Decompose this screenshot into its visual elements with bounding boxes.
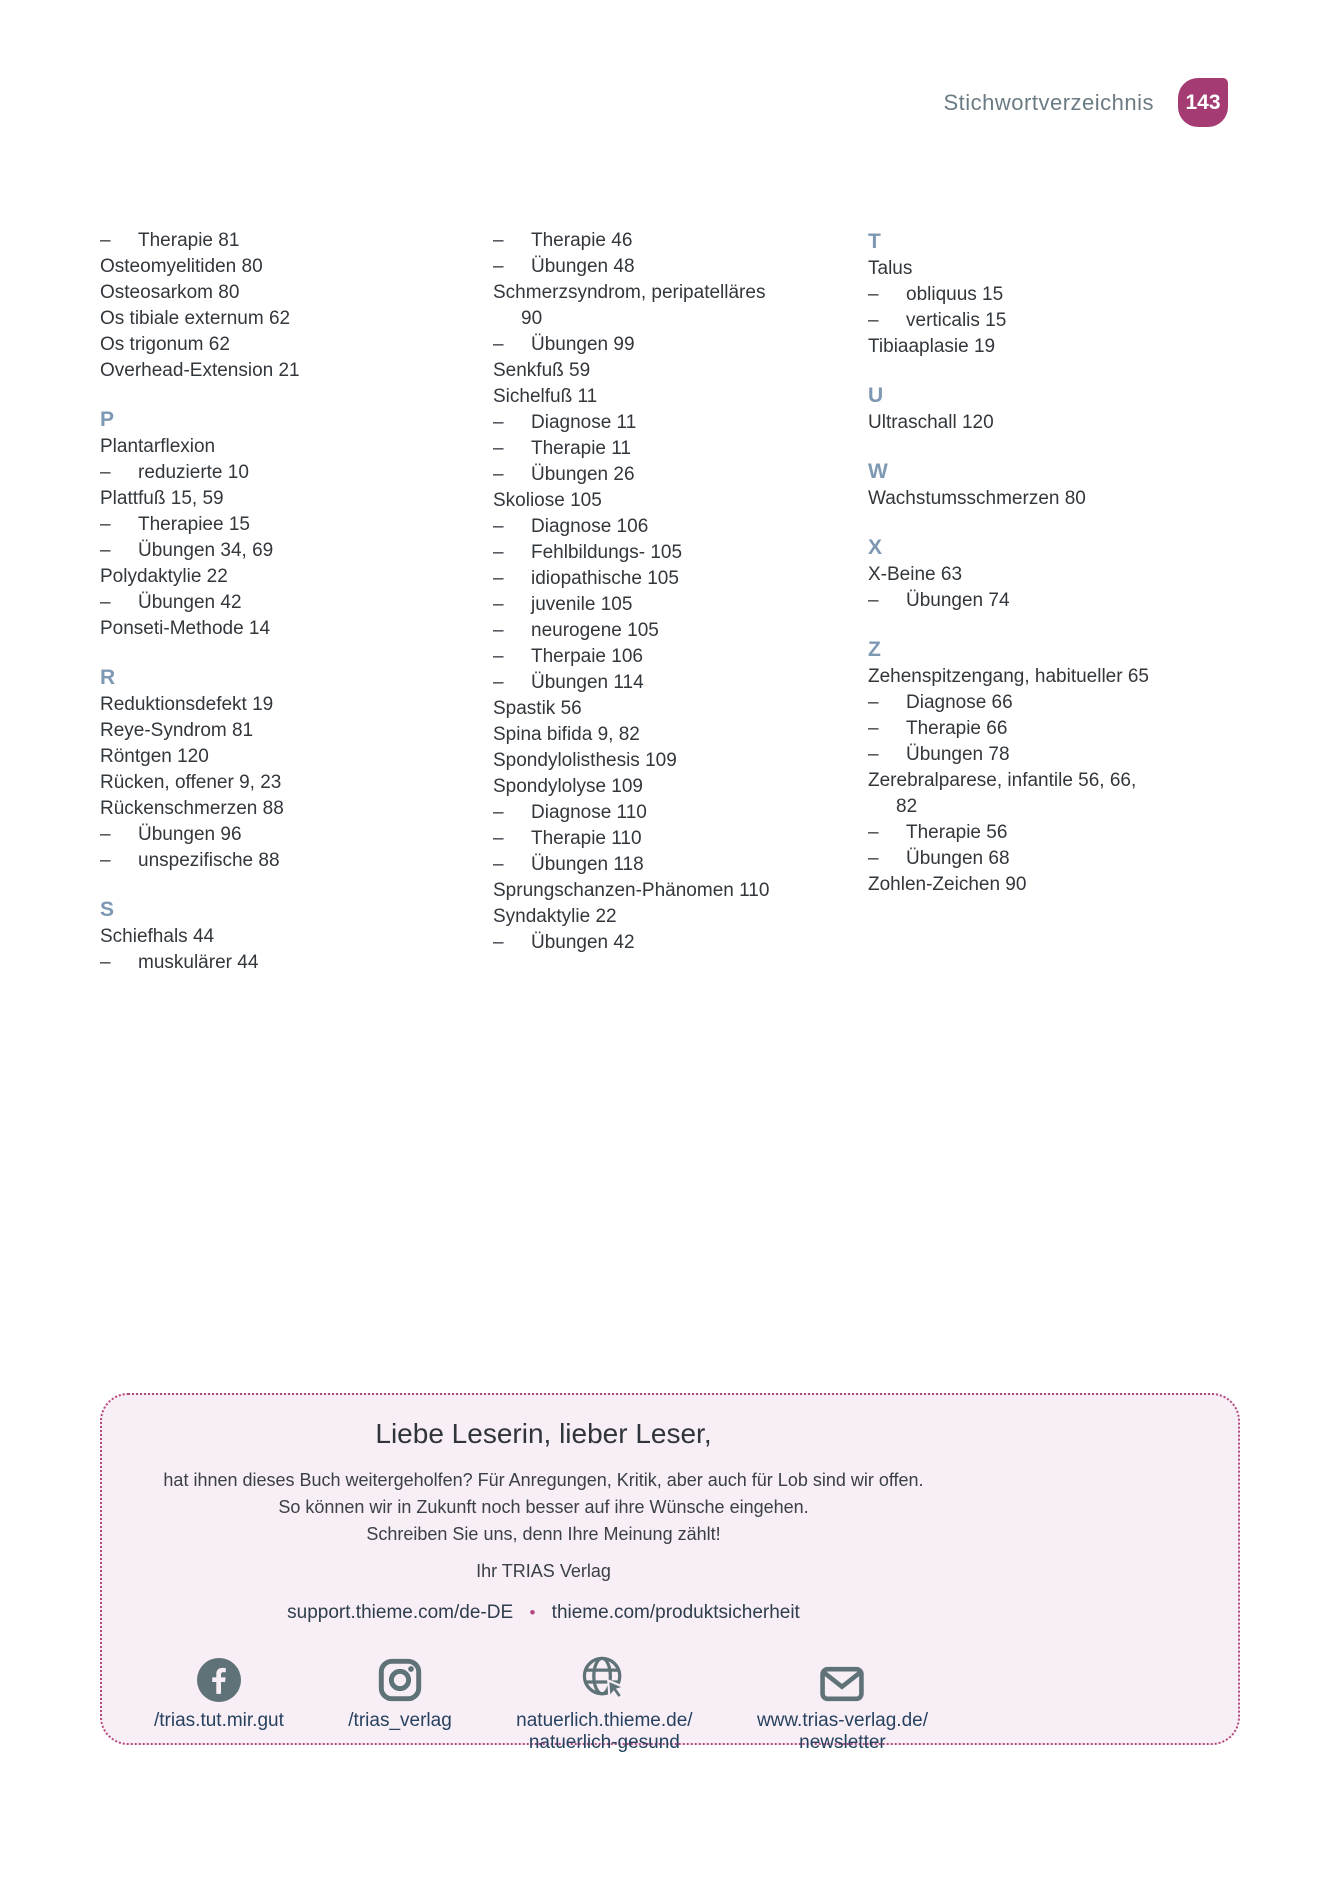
index-subentry bbox=[493, 540, 868, 566]
dash-marker: – bbox=[493, 802, 504, 823]
index-subentry-text: Übungen 96 bbox=[138, 824, 242, 845]
index-subentry bbox=[493, 332, 868, 358]
index-subentry bbox=[493, 410, 868, 436]
instagram-icon bbox=[378, 1654, 422, 1702]
social-label-line: www.trias-verlag.de/ bbox=[756, 1710, 928, 1731]
index-subentry bbox=[100, 460, 493, 486]
dash-marker: – bbox=[493, 828, 504, 849]
index-entry: Skoliose 105 bbox=[493, 490, 602, 511]
index-column bbox=[100, 228, 493, 976]
feedback-body bbox=[104, 1467, 983, 1548]
index-subentry bbox=[493, 644, 868, 670]
dash-marker: – bbox=[100, 462, 111, 483]
index-subentry-text: Therapie 81 bbox=[138, 230, 240, 251]
index-section-letter: U bbox=[868, 384, 884, 407]
social-link-item[interactable] bbox=[154, 1654, 284, 1754]
index-subentry-text: Therpaie 106 bbox=[531, 646, 643, 667]
dash-marker: – bbox=[493, 256, 504, 277]
index-subentry bbox=[868, 690, 1279, 716]
index-entry: Zehenspitzengang, habitueller 65 bbox=[868, 666, 1149, 687]
social-link-item[interactable] bbox=[516, 1654, 692, 1754]
dash-marker: – bbox=[100, 540, 111, 561]
index-entry: Spondylolyse 109 bbox=[493, 776, 643, 797]
index-entry: Os tibiale externum 62 bbox=[100, 308, 291, 329]
index-subentry-text: Übungen 118 bbox=[531, 854, 644, 875]
dash-marker: – bbox=[493, 854, 504, 875]
index-entry: Reduktionsdefekt 19 bbox=[100, 694, 274, 715]
index-subentry bbox=[493, 566, 868, 592]
social-link-label[interactable] bbox=[154, 1710, 284, 1732]
dash-marker: – bbox=[493, 464, 504, 485]
dash-marker: – bbox=[100, 824, 111, 845]
running-header bbox=[943, 78, 1228, 127]
dash-marker: – bbox=[100, 592, 111, 613]
index-entry: Schmerzsyndrom, peripatelläres bbox=[493, 282, 766, 303]
index-subentry bbox=[493, 852, 868, 878]
dot-separator-icon: • bbox=[529, 1603, 536, 1622]
globe-cursor-icon bbox=[579, 1654, 629, 1702]
index-subentry-text: Diagnose 66 bbox=[906, 692, 1013, 713]
dash-marker: – bbox=[100, 230, 111, 251]
index-entry: Plantarflexion bbox=[100, 436, 216, 457]
index-section-letter: Z bbox=[868, 638, 881, 661]
index-section-letter: X bbox=[868, 536, 883, 559]
index-subentry-text: Übungen 114 bbox=[531, 672, 644, 693]
page-number-badge: 143 bbox=[1178, 78, 1228, 127]
index-subentry bbox=[493, 436, 868, 462]
index-subentry-text: Diagnose 110 bbox=[531, 802, 647, 823]
index-subentry bbox=[493, 228, 868, 254]
dash-marker: – bbox=[493, 620, 504, 641]
index-entry: Syndaktylie 22 bbox=[493, 906, 617, 927]
dash-marker: – bbox=[493, 646, 504, 667]
index-subentry-text: Therapie 66 bbox=[906, 718, 1008, 739]
index-subentry-text: Übungen 99 bbox=[531, 334, 635, 355]
index-entry: X-Beine 63 bbox=[868, 564, 963, 585]
index-subentry bbox=[100, 590, 493, 616]
index-subentry-text: Diagnose 106 bbox=[531, 516, 649, 537]
index-entry: Osteomyelitiden 80 bbox=[100, 256, 263, 277]
index-entry: Rückenschmerzen 88 bbox=[100, 798, 284, 819]
social-label-line: natuerlich.thieme.de/ bbox=[516, 1710, 693, 1731]
dash-marker: – bbox=[868, 284, 879, 305]
index-subentry-text: Übungen 74 bbox=[906, 590, 1010, 611]
index-subentry bbox=[493, 514, 868, 540]
index-subentry bbox=[493, 670, 868, 696]
index-entry: Ponseti-Methode 14 bbox=[100, 618, 271, 639]
index-section-letter: W bbox=[868, 460, 888, 483]
index-subentry bbox=[868, 742, 1279, 768]
index-subentry bbox=[868, 846, 1279, 872]
index-subentry-text: Therapie 11 bbox=[531, 438, 631, 459]
dash-marker: – bbox=[493, 568, 504, 589]
index-entry: Sichelfuß 11 bbox=[493, 386, 598, 407]
social-link-label[interactable] bbox=[348, 1710, 452, 1732]
index-columns bbox=[100, 228, 1279, 976]
index-subentry bbox=[868, 820, 1279, 846]
index-entry: Spondylolisthesis 109 bbox=[493, 750, 677, 771]
dash-marker: – bbox=[100, 850, 111, 871]
index-entry: Zohlen-Zeichen 90 bbox=[868, 874, 1027, 895]
social-links-row bbox=[104, 1654, 983, 1754]
social-link-label[interactable] bbox=[757, 1710, 928, 1754]
index-subentry bbox=[100, 822, 493, 848]
index-subentry bbox=[100, 848, 493, 874]
feedback-box-content bbox=[104, 1415, 983, 1754]
index-subentry-text: neurogene 105 bbox=[531, 620, 659, 641]
dash-marker: – bbox=[868, 822, 879, 843]
index-subentry bbox=[100, 512, 493, 538]
dash-marker: – bbox=[493, 334, 504, 355]
social-label-line: natuerlich-gesund bbox=[528, 1732, 680, 1753]
dash-marker: – bbox=[868, 590, 879, 611]
index-subentry-text: Therapie 56 bbox=[906, 822, 1008, 843]
dash-marker: – bbox=[493, 594, 504, 615]
index-subentry-text: reduzierte 10 bbox=[138, 462, 249, 483]
index-column bbox=[493, 228, 868, 976]
support-links-row bbox=[104, 1599, 983, 1626]
index-entry: Ultraschall 120 bbox=[868, 412, 994, 433]
index-subentry bbox=[100, 950, 493, 976]
index-entry: Wachstumsschmerzen 80 bbox=[868, 488, 1086, 509]
dash-marker: – bbox=[868, 692, 879, 713]
social-link-item[interactable] bbox=[348, 1654, 452, 1754]
feedback-body-line: Schreiben Sie uns, denn Ihre Meinung zählt! bbox=[366, 1524, 721, 1544]
index-subentry bbox=[493, 800, 868, 826]
index-subentry-text: Übungen 48 bbox=[531, 256, 635, 277]
index-entry: Rücken, offener 9, 23 bbox=[100, 772, 282, 793]
dash-marker: – bbox=[493, 932, 504, 953]
dash-marker: – bbox=[868, 718, 879, 739]
index-subentry-text: Therapie 110 bbox=[531, 828, 642, 849]
index-subentry-text: verticalis 15 bbox=[906, 310, 1007, 331]
dash-marker: – bbox=[493, 438, 504, 459]
publisher-signature: Ihr TRIAS Verlag bbox=[476, 1561, 611, 1581]
product-safety-link[interactable]: thieme.com/produktsicherheit bbox=[551, 1602, 800, 1623]
index-subentry-text: Therapie 46 bbox=[531, 230, 633, 251]
dash-marker: – bbox=[493, 672, 504, 693]
index-entry-continuation: 82 bbox=[896, 796, 918, 817]
index-subentry-text: Übungen 42 bbox=[138, 592, 242, 613]
dash-marker: – bbox=[868, 848, 879, 869]
index-subentry bbox=[493, 592, 868, 618]
index-entry: Talus bbox=[868, 258, 913, 279]
dash-marker: – bbox=[493, 412, 504, 433]
index-subentry-text: juvenile 105 bbox=[531, 594, 633, 615]
index-subentry bbox=[868, 308, 1279, 334]
index-subentry bbox=[100, 228, 493, 254]
index-subentry bbox=[493, 462, 868, 488]
index-subentry-text: Übungen 68 bbox=[906, 848, 1010, 869]
index-subentry bbox=[868, 282, 1279, 308]
index-subentry-text: muskulärer 44 bbox=[138, 952, 259, 973]
social-label-line: newsletter bbox=[799, 1732, 886, 1753]
page-header-title: Stichwortverzeichnis bbox=[943, 89, 1154, 115]
dash-marker: – bbox=[493, 516, 504, 537]
index-subentry-text: Übungen 42 bbox=[531, 932, 635, 953]
index-subentry-text: Diagnose 11 bbox=[531, 412, 637, 433]
index-entry: Reye-Syndrom 81 bbox=[100, 720, 254, 741]
index-subentry-text: idiopathische 105 bbox=[531, 568, 679, 589]
index-subentry bbox=[493, 826, 868, 852]
index-entry: Röntgen 120 bbox=[100, 746, 209, 767]
index-entry: Os trigonum 62 bbox=[100, 334, 230, 355]
index-entry: Sprungschanzen-Phänomen 110 bbox=[493, 880, 770, 901]
index-entry: Schiefhals 44 bbox=[100, 926, 215, 947]
index-section-letter: P bbox=[100, 408, 115, 431]
social-label-line: /trias.tut.mir.gut bbox=[154, 1710, 284, 1731]
index-entry: Senkfuß 59 bbox=[493, 360, 591, 381]
facebook-icon bbox=[197, 1654, 241, 1702]
index-subentry bbox=[868, 716, 1279, 742]
social-label-line: /trias_verlag bbox=[348, 1710, 452, 1731]
index-subentry-text: Übungen 78 bbox=[906, 744, 1010, 765]
index-entry: Spastik 56 bbox=[493, 698, 582, 719]
index-entry: Zerebralparese, infantile 56, 66, bbox=[868, 770, 1137, 791]
dash-marker: – bbox=[493, 542, 504, 563]
index-subentry-text: Therapiee 15 bbox=[138, 514, 250, 535]
index-subentry bbox=[868, 588, 1279, 614]
social-link-label[interactable] bbox=[516, 1710, 692, 1754]
index-subentry-text: Übungen 34, 69 bbox=[138, 540, 274, 561]
feedback-box bbox=[100, 1393, 1240, 1753]
index-entry: Osteosarkom 80 bbox=[100, 282, 240, 303]
index-column bbox=[868, 228, 1279, 976]
index-subentry bbox=[493, 930, 868, 956]
dash-marker: – bbox=[493, 230, 504, 251]
index-entry: Polydaktylie 22 bbox=[100, 566, 228, 587]
social-link-item[interactable] bbox=[757, 1654, 928, 1754]
feedback-title: Liebe Leserin, lieber Leser, bbox=[375, 1418, 712, 1449]
index-entry-continuation: 90 bbox=[521, 308, 543, 329]
dash-marker: – bbox=[868, 744, 879, 765]
envelope-icon bbox=[820, 1654, 864, 1702]
index-subentry-text: Fehlbildungs- 105 bbox=[531, 542, 683, 563]
index-section-letter: R bbox=[100, 666, 116, 689]
support-link[interactable]: support.thieme.com/de-DE bbox=[287, 1602, 514, 1623]
index-subentry bbox=[493, 254, 868, 280]
dash-marker: – bbox=[100, 514, 111, 535]
index-subentry-text: unspezifische 88 bbox=[138, 850, 280, 871]
index-subentry-text: obliquus 15 bbox=[906, 284, 1004, 305]
feedback-body-line: hat ihnen dieses Buch weitergeholfen? Für Anregungen, Kritik, aber auch für Lob sind wir offen. bbox=[163, 1470, 924, 1490]
index-subentry-text: Übungen 26 bbox=[531, 464, 635, 485]
index-section-letter: T bbox=[868, 230, 881, 253]
index-entry: Spina bifida 9, 82 bbox=[493, 724, 640, 745]
dash-marker: – bbox=[868, 310, 879, 331]
index-subentry bbox=[493, 618, 868, 644]
index-entry: Plattfuß 15, 59 bbox=[100, 488, 224, 509]
dash-marker: – bbox=[100, 952, 111, 973]
index-entry: Tibiaaplasie 19 bbox=[868, 336, 996, 357]
index-section-letter: S bbox=[100, 898, 115, 921]
index-subentry bbox=[100, 538, 493, 564]
feedback-body-line: So können wir in Zukunft noch besser auf ihre Wünsche eingehen. bbox=[278, 1497, 809, 1517]
index-entry: Overhead-Extension 21 bbox=[100, 360, 300, 381]
